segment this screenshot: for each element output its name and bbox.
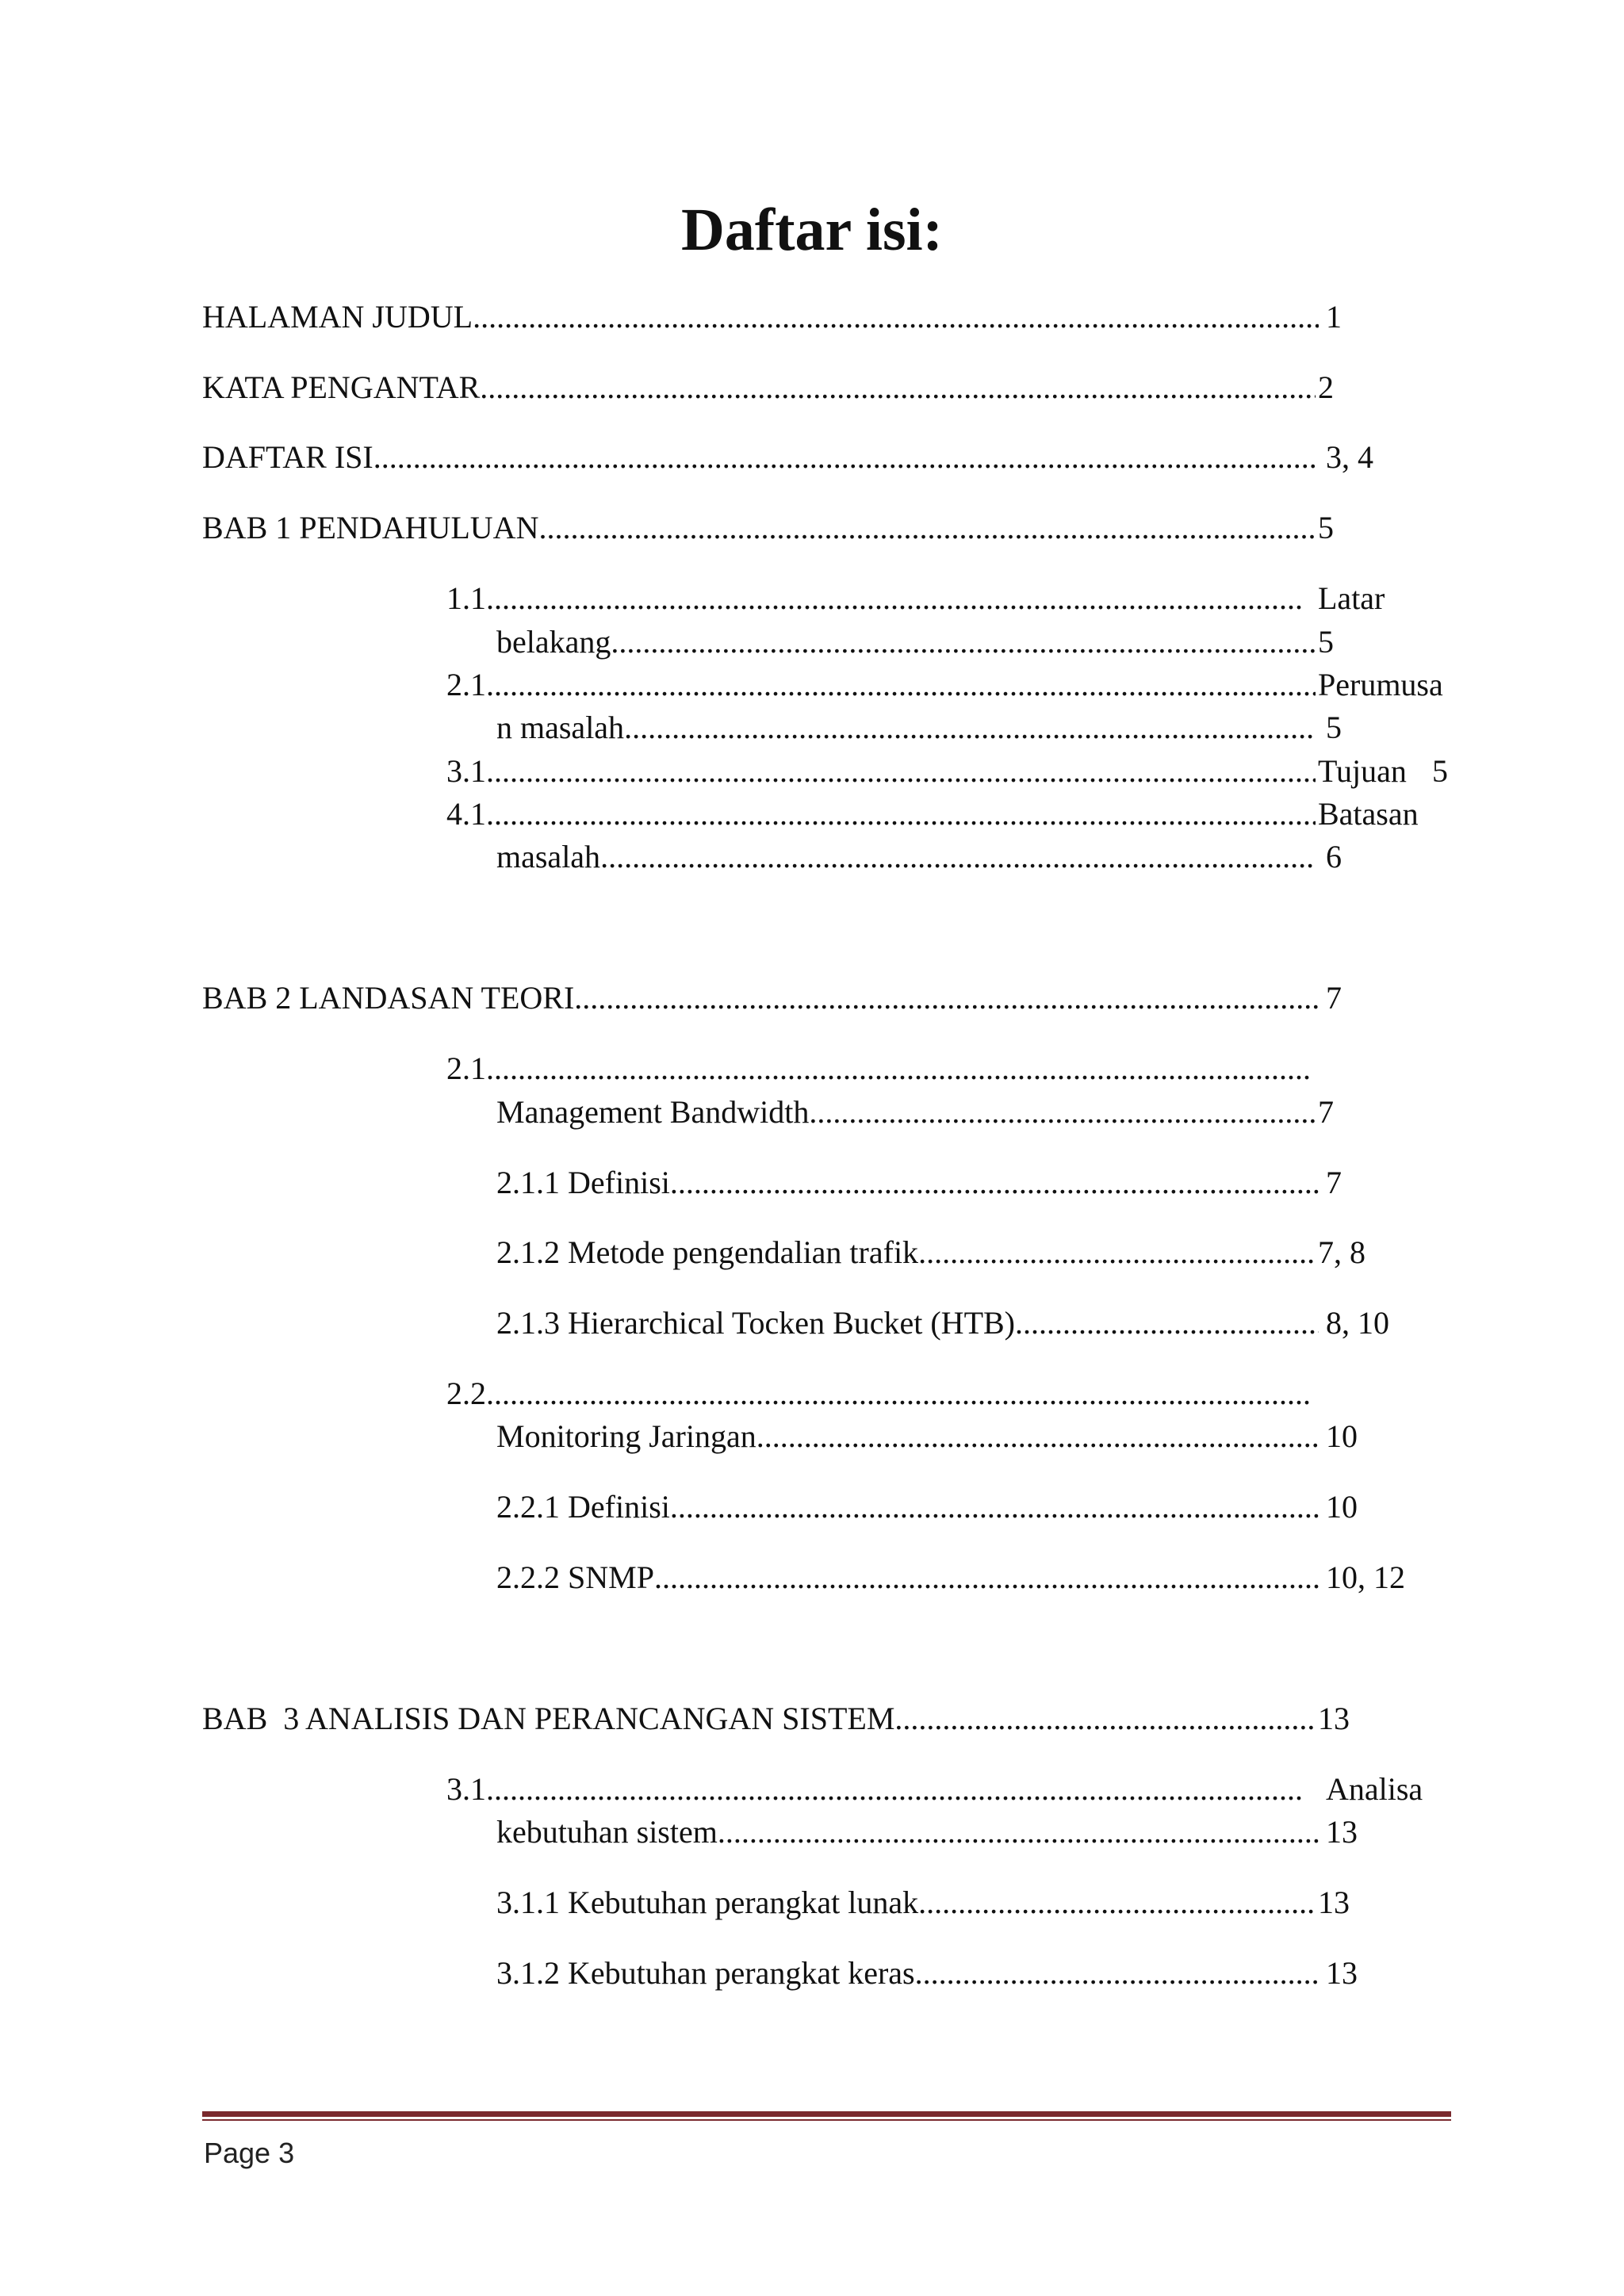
leader-dots	[486, 749, 1316, 794]
footer-rule-thin	[202, 2119, 1451, 2121]
toc-page-number: 10, 12	[1326, 1559, 1405, 1595]
toc-entry-tail: Batasan	[1318, 796, 1419, 832]
toc-page-number: 13	[1318, 1701, 1350, 1736]
toc-entry-kata-pengantar: KATA PENGANTAR .....	[202, 365, 1316, 410]
leader-dots	[486, 663, 1316, 707]
toc-entry-tail: Tujuan	[1318, 753, 1407, 789]
leader-dots	[473, 295, 1319, 339]
toc-entry-1-1-cont: belakang .....	[496, 620, 1316, 664]
toc-entry-3-1: 3.1 .....	[446, 1767, 1303, 1812]
toc-page-number: 2	[1318, 369, 1334, 405]
leader-dots	[894, 1697, 1316, 1741]
toc-page-number: 5	[1318, 624, 1334, 660]
leader-dots	[624, 706, 1316, 750]
toc-page-number: 1	[1326, 299, 1342, 335]
toc-page-number: 10	[1326, 1418, 1358, 1454]
leader-dots	[486, 1047, 1311, 1091]
toc-entry-bab-1: BAB 1 PENDAHULUAN .....	[202, 506, 1316, 550]
leader-dots	[654, 1556, 1319, 1600]
toc-entry-tail: Analisa	[1326, 1771, 1423, 1807]
toc-entry-2-1-heading: 2.1 .....	[446, 1047, 1311, 1091]
leader-dots	[918, 1230, 1316, 1275]
leader-dots	[670, 1161, 1319, 1205]
page-title: Daftar isi:	[681, 197, 943, 263]
toc-page-number: 7	[1326, 980, 1342, 1016]
toc-entry-3-1-2: 3.1.2 Kebutuhan perangkat keras .....	[496, 1951, 1319, 1996]
toc-entry-2-1: 2.1 .....	[446, 663, 1316, 707]
toc-page-number: 3, 4	[1326, 439, 1373, 475]
toc-page-number: 13	[1326, 1955, 1358, 1991]
toc-page-number: 10	[1326, 1489, 1358, 1525]
footer-rule-thick	[202, 2111, 1451, 2117]
leader-dots	[486, 1372, 1311, 1416]
toc-entry-2-1-cont: n masalah .....	[496, 706, 1316, 750]
toc-entry-2-1-2: 2.1.2 Metode pengendalian trafik .....	[496, 1230, 1316, 1275]
leader-dots	[809, 1090, 1316, 1135]
toc-entry-4-1: 4.1 .....	[446, 792, 1316, 836]
leader-dots	[918, 1881, 1316, 1925]
toc-entry-management-bandwidth: Management Bandwidth .....	[496, 1090, 1316, 1135]
toc-page-number: 8, 10	[1326, 1305, 1389, 1341]
toc-page-number: 7	[1326, 1165, 1342, 1200]
leader-dots	[480, 365, 1316, 410]
toc-page-number: 13	[1326, 1814, 1358, 1850]
leader-dots	[756, 1414, 1319, 1459]
toc-entry-tail: Perumusa	[1318, 667, 1443, 702]
leader-dots	[600, 835, 1316, 879]
leader-dots	[915, 1951, 1319, 1996]
toc-page-number: 7, 8	[1318, 1234, 1365, 1270]
leader-dots	[486, 576, 1303, 621]
toc-entry-2-1-3: 2.1.3 Hierarchical Tocken Bucket (HTB) .....	[496, 1301, 1319, 1345]
toc-page-number: 5	[1318, 510, 1334, 545]
toc-entry-2-2-heading: 2.2 .....	[446, 1372, 1311, 1416]
toc-page-number: 5	[1326, 710, 1342, 745]
footer-page-number: Page 3	[204, 2137, 295, 2169]
toc-entry-3-1-1: 3.1.1 Kebutuhan perangkat lunak .....	[496, 1881, 1316, 1925]
toc-page-number: 5	[1432, 753, 1448, 789]
toc-entry-monitoring-jaringan: Monitoring Jaringan .....	[496, 1414, 1319, 1459]
toc-entry-1-1: 1.1 .....	[446, 576, 1303, 621]
toc-entry-2-2-2: 2.2.2 SNMP .....	[496, 1556, 1319, 1600]
toc-page-number: 7	[1318, 1094, 1334, 1130]
toc-entry-bab-2: BAB 2 LANDASAN TEORI .....	[202, 976, 1319, 1020]
leader-dots	[486, 792, 1316, 836]
leader-dots	[1015, 1301, 1319, 1345]
leader-dots	[611, 620, 1316, 664]
leader-dots	[718, 1810, 1319, 1854]
leader-dots	[574, 976, 1319, 1020]
toc-entry-2-1-1: 2.1.1 Definisi .....	[496, 1161, 1319, 1205]
toc-entry-halaman-judul: HALAMAN JUDUL .....	[202, 295, 1319, 339]
toc-entry-4-1-cont: masalah .....	[496, 835, 1316, 879]
leader-dots	[373, 435, 1319, 480]
toc-entry-tail: Latar	[1318, 580, 1385, 616]
leader-dots	[538, 506, 1316, 550]
toc-entry-3-1: 3.1 .....	[446, 749, 1316, 794]
toc-entry-bab-3: BAB 3 ANALISIS DAN PERANCANGAN SISTEM .....	[202, 1697, 1316, 1741]
leader-dots	[670, 1485, 1319, 1529]
leader-dots	[486, 1767, 1303, 1812]
toc-entry-3-1-cont: kebutuhan sistem .....	[496, 1810, 1319, 1854]
toc-entry-daftar-isi: DAFTAR ISI .....	[202, 435, 1319, 480]
toc-page-number: 13	[1318, 1885, 1350, 1920]
toc-page-number: 6	[1326, 839, 1342, 874]
toc-entry-2-2-1: 2.2.1 Definisi .....	[496, 1485, 1319, 1529]
